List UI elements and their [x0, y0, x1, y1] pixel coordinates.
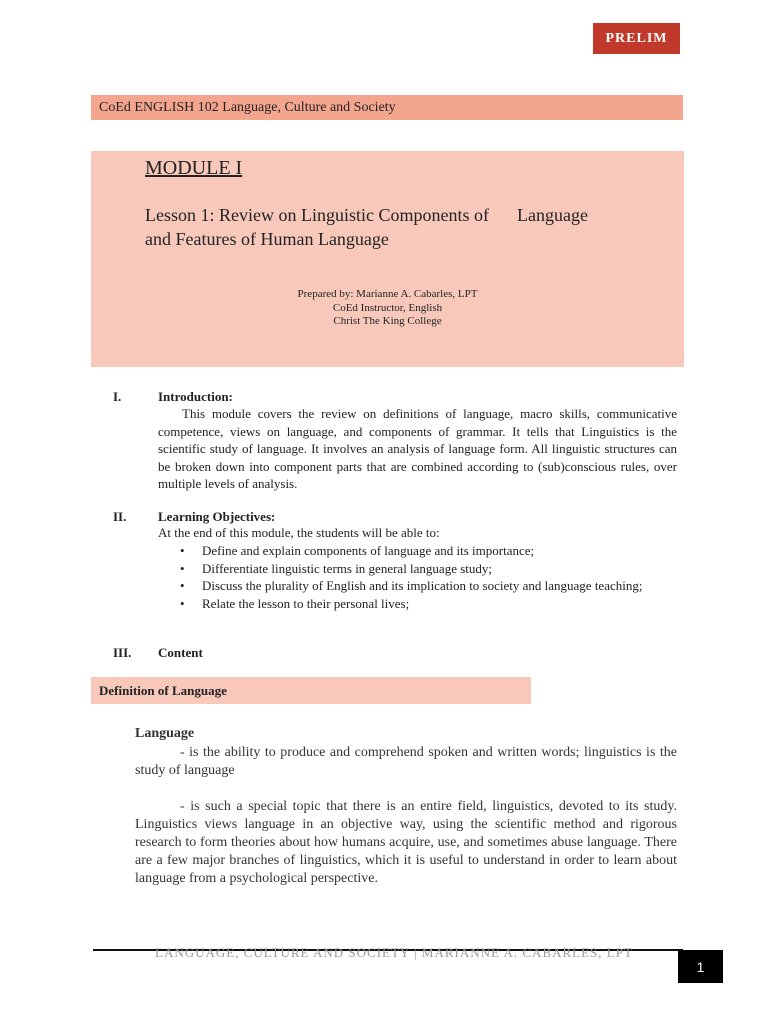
objective-item: • Define and explain components of language and its importance; [180, 542, 700, 560]
lesson-title-part-2: Language [516, 205, 588, 225]
section-title-objectives: Learning Objectives: [158, 509, 276, 524]
section-number-intro: I. [113, 389, 122, 404]
section-title-content: Content [158, 645, 203, 660]
intro-paragraph: This module covers the review on definitions of language, macro skills, communicative competence, views on language, and components of grammar. It tells that Linguistics is the scientific study of language. It involves an analysis of language form. All linguistic structures can be broken down into component parts that are combined according to (sub)conscious rules, over multiple levels of analysis. [158, 406, 677, 491]
module-title: MODULE I [145, 157, 243, 179]
definition-paragraph-2: - is such a special topic that there is an entire field, linguistics, devoted to its study. Linguistics views language in an objective way, using the scientific method and rigorous research to form theories about how humans acquire, use, and sometimes abuse language. There are a few major branches of linguistics, which it is useful to understand in order to learn about language from a psychological perspective. [135, 799, 677, 886]
lesson-title-part-3: and Features of Human Language [145, 229, 389, 249]
section-title-intro: Introduction: [158, 389, 233, 404]
course-header: CoEd ENGLISH 102 Language, Culture and Society [91, 95, 683, 120]
author-block [91, 288, 684, 329]
term-heading: Language [135, 726, 195, 741]
objective-item: • Relate the lesson to their personal lives; [180, 595, 700, 613]
section-number-content: III. [113, 645, 132, 660]
prepared-by: Prepared by: Marianne A. Cabarles, LPT [297, 288, 478, 300]
footer-text: LANGUAGE, CULTURE AND SOCIETY | MARIANNE A. CABARLES, LPT [155, 945, 633, 960]
author-school: Christ The King College [333, 315, 442, 327]
objectives-intro: At the end of this module, the students will be able to: [158, 525, 440, 540]
page-number: 1 [678, 950, 723, 983]
module-title-box [91, 151, 684, 367]
objectives-list [180, 542, 700, 612]
author-role: CoEd Instructor, English [332, 301, 443, 314]
definition-heading-bar: Definition of Language [91, 677, 531, 704]
prelim-badge: PRELIM [593, 23, 680, 54]
lesson-title [145, 203, 655, 251]
lesson-title-part-1: Lesson 1: Review on Linguistic Components of [145, 205, 489, 225]
section-number-objectives: II. [113, 509, 127, 524]
objective-item: • Discuss the plurality of English and its implication to society and language teaching; [180, 577, 700, 595]
objective-item: • Differentiate linguistic terms in general language study; [180, 560, 700, 578]
definition-paragraph-1: - is the ability to produce and comprehend spoken and written words; linguistics is the study of language [135, 745, 677, 778]
